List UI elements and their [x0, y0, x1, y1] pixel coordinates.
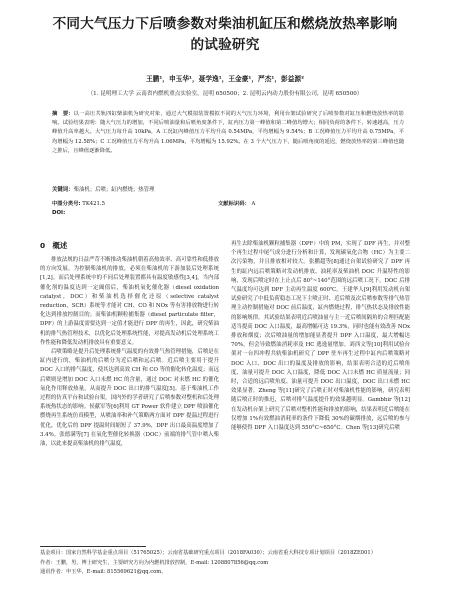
keywords-text: 柴油机；后喷；缸内燃烧；热管理: [73, 187, 155, 193]
corresponding-author-note: 通讯作者：申玉华，E-mail: 815569621@qq.com。: [40, 569, 167, 576]
footnotes: [40, 549, 410, 578]
author-list: 王鹏¹，申玉华¹，聂学逸¹，王金豪¹，严杰¹，彭益源²: [145, 75, 304, 83]
title-line-1: 不同大气压力下后喷参数对柴油机缸压和燃烧放热率影响: [52, 16, 398, 32]
keywords-label: 关键词：: [52, 187, 74, 193]
clc-value: TK421.5: [82, 201, 105, 207]
abstract-label: 摘 要：: [52, 111, 74, 117]
body-paragraph: 后喷策略是提升后处理系统排气温度的有效排气热管理措施，后喷是在缸内进行的，柴油机的后喷分为近后喷和远后喷。近后喷主要用于提升 DOC 入口的排气温度，使其达到高效 CH 和 CO 等的催化转化温度；而远后喷则是增加 DOC 入口未燃 HC 的含量，通过 DOC 对未燃 HC 的催化氧化作用释放热量，从而提升 DOC 出口的排气温度[5]。基于柴油机工作过程的仿真平台和试验台架，国内外的学者研究了后喷参数对整机和后处理系统热状态的影响。侯献军等[6]利用 GT Power 软件建立 DPF 喷油催化燃烧再生系统仿真模型，从喷油率和补气策略两方面对 DPF 提温过程进行优化，优化后的 DPF 提温时间缩短了 37.9%，DPF 出口最高温度增加了 3.4%。张德满等[7] 在氧化型催化转换器（DOC）前端的排气管中喷入柴油，以此来提高柴油机的排气温度，: [40, 349, 219, 448]
funding-note: 基金项目：国家自然科学基金重点项目（51765025）；云南省基础研究重点项目（2018FA030）；云南省重大科技专项计划项目（2018ZE001）: [40, 550, 376, 556]
abstract-text: 以一高压共轨四缸柴油机为研究对象，通过大气模拟装置模拟不同的大气压力环境，利用台架试验研究了后喷参数对缸压和燃烧放热率的影响。试验结果表明：随大气压力的增加，不同后喷油量和后喷角度条件下，缸内压力第一峰值和第二峰值均增大；相同负荷的条件下，转速越高，压力峰值升高率越大。大气压力每升高 10kPa，A 工况缸内峰值压力平均升高 0.54MPa，平均增幅为 9.54%；B 工况峰值压力平均升高 0.75MPa，平均增幅为 12.58%；C 工况峰值压力平均升高 1.06MPa，平均增幅为 15.92%。在 3 个大气压力下，随后喷角度的延迟，燃烧放热率的第三峰值也随之推后，且峰值逐渐降低。: [52, 111, 404, 154]
title-line-2: 的试验研究: [190, 37, 260, 53]
doi-label: DOI:: [52, 210, 66, 216]
document-code-value: A: [251, 201, 256, 207]
doi: [52, 210, 65, 216]
footnote-divider: [40, 546, 146, 547]
body-columns: [40, 240, 410, 538]
document-code-label: 文献标识码：: [218, 201, 250, 207]
paper-title: [40, 14, 410, 56]
author-bio-note: 作者：王鹏，男，博士研究生，主要研究方向为内燃机排放控制，E-mail: 1208807856@qq.com: [40, 559, 269, 566]
body-paragraph: 排放法规的日益严苛不断推动柴油机朝着高热效率、高可靠性和低排放的方向发展。为控制柴油机的排放，必须在柴油机的下游加装后处理系统[1,2]。而后处理系统中的不同后处理装置都具有温度敏感性[3,4]，当内部催化剂的温度达到一定阈值后，柴油机氧化催化器（diesel oxidation catalyst，DOC）和柴油机选择催化还原（selective catalyst reduction，SCR）系统等才能对 CH、CO 和 NOx 等有害排放物进行转化达到排放控制目的；而柴油机颗粒捕集器（diesel particulate filter，DPF）的上游温度需要达到一定值才能进行 DPF 的再生，因此，研究柴油机的排气热管理技术，以优化后处理系统性能，对提高发动机后处理系统工作性能和降低发动机排放具有重要意义。: [40, 257, 219, 346]
body-paragraph: 再生去除柴油机颗粒捕集器（DPF）中的 PM，实现了 DPF 再生，并对整个再生过程中尾气成分进行分析和计算，发现碳氧化合物（HC）为主要二次污染物，并且排放相对较大。张鹏超等[8]通过台架试验研究了 DPF 再生的缸内远后喷策略对发动机排放、油耗率及柴油机 DOC 升温特性的影响，发现后喷定时在上止点后 80°~140°范围的远后喷工况下，DOC 后排气温度均可达到 DPF 主动再生温度 600℃。王建华人[9]利用发动机台架试验研究了中低负荷稳态工况下主喷正时、近后喷及次后喷参数等排气热管理主动控制措施对 DOC 前后温度，缸内燃烧过程，排气热状态及排放性能的影响规律。其试验结果表明近后喷油量与主一近后喷间隔角的合理匹配能适当提高 DOC 入口温度，最高增幅可达 19.3%，同时也能有效改善 NOx 排放和烟度；次后喷油量的增加能显著提升 DPF 入口温度，最大增幅达 70%，但会导致燃油消耗率及 HC 逃逸量增加。刘西文等[10]利用试验台架对一台四冲程共轨柴油机研究了 DPF 驻车再生过程中缸内后喷策略对 DOC 入口、DOC 出口的温度及排放的影响，结果表明合适的近后喷角度、油量可提升 DOC 入口温度，降低 DOC 入口未燃 HC 质量流量；同时，合适的远后喷角度、油量可提升 DOC 出口温度，DOC 出口未燃 HC 效果显著。Zheng 等[11]研究了后喷正时对柴油机性能的影响，研究表明随后喷正时的推迟，后喷对排气温度提升的效果越明显。Gambhir 等[12]在发动机台架上研究了后喷对整机性能和排放的影响，结果表明近后喷能在仅增加 1%有效燃油消耗率的条件下降低 30%的碳烟排放，远后喷的参与能够使得 DPF 入口温度达到 550°C~650°C。Chen 等[13]研究后喷: [231, 241, 410, 432]
clc-number: [52, 199, 105, 207]
section-heading: 0 概述: [40, 241, 68, 250]
clc-label: 中图分类号:: [52, 201, 81, 207]
left-column: [40, 240, 219, 449]
abstract: [52, 110, 404, 156]
affiliation: （1. 昆明理工大学 云南省内燃机重点实验室，昆明 650500；2. 昆明云内动力股份有限公司，昆明 650500）: [87, 91, 363, 97]
keywords: [52, 185, 404, 193]
document-code: [218, 199, 255, 207]
right-column: [231, 240, 410, 433]
